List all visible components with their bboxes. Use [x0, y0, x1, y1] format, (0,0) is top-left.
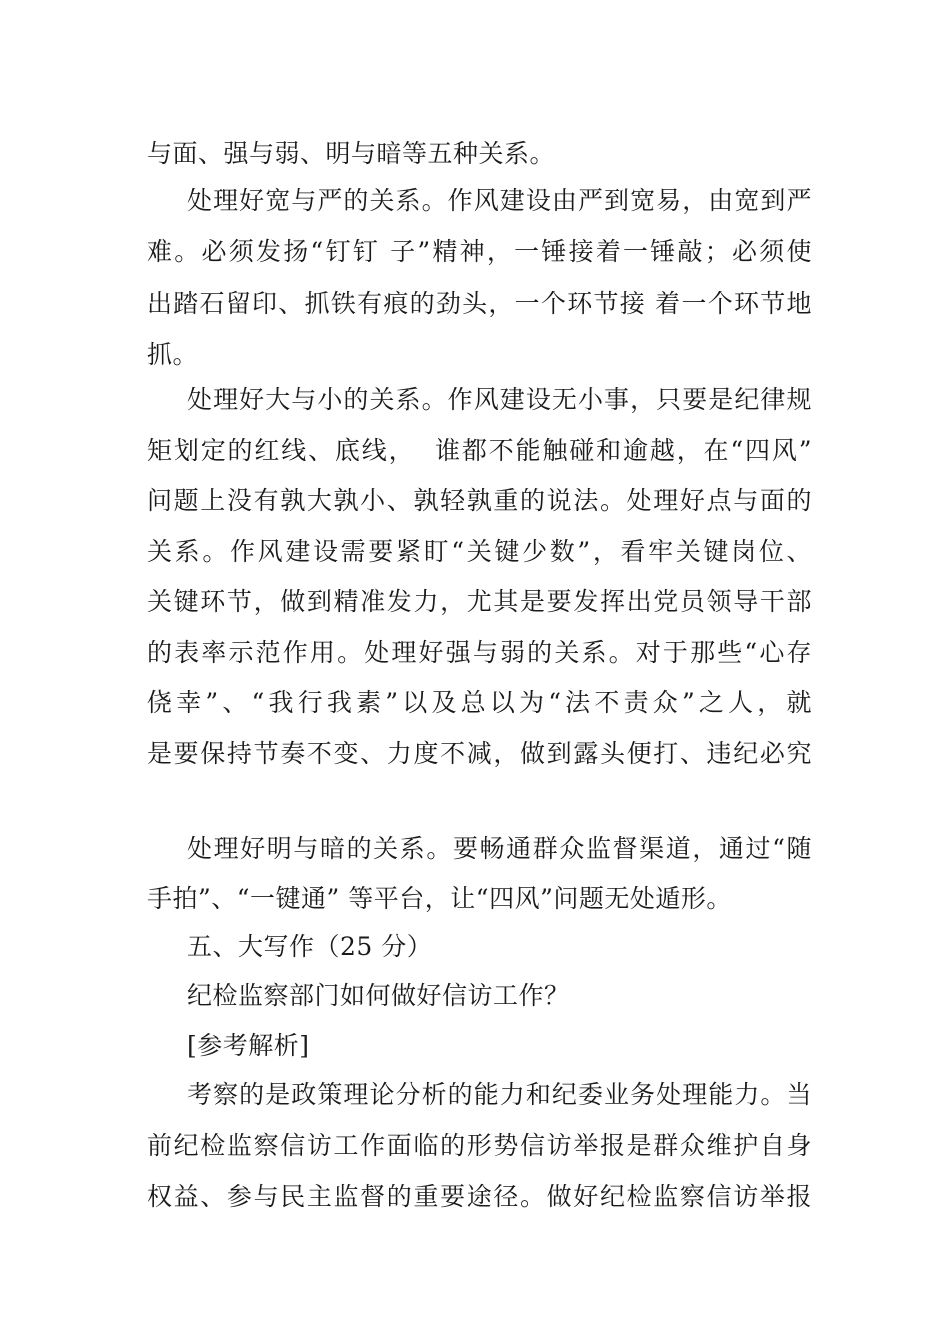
text-line-20: 前纪检监察信访工作面临的形势信访举报是群众维护自身	[147, 1131, 812, 1160]
question-line: 纪检监察部门如何做好信访工作？	[187, 981, 570, 1010]
text-line-6: 处理好大与小的关系。作风建设无小事，只要是纪律规	[187, 385, 812, 414]
text-line-4: 出踏石留印、抓铁有痕的劲头，一个环节接 着一个环节地	[147, 289, 812, 318]
text-line-19: 考察的是政策理论分析的能力和纪委业务处理能力。当	[187, 1080, 812, 1109]
text-line-7: 矩划定的红线、底线， 谁都不能触碰和逾越，在“四风”	[147, 436, 812, 465]
text-line-12: 侥幸”、“我行我素”以及总以为“法不责众”之人，就	[147, 688, 812, 717]
text-line-9: 关系。作风建设需要紧盯“关键少数”，看牢关键岗位、	[147, 537, 812, 566]
text-line-2: 处理好宽与严的关系。作风建设由严到宽易，由宽到严	[187, 186, 812, 215]
section-heading: 五、大写作（25 分）	[187, 932, 433, 961]
text-line-10: 关键环节，做到精准发力，尤其是要发挥出党员领导干部	[147, 587, 812, 616]
text-line-15: 手拍”、“一键通” 等平台，让“四风”问题无处遁形。	[147, 884, 732, 913]
text-line-11: 的表率示范作用。处理好强与弱的关系。对于那些“心存	[147, 638, 812, 667]
text-line-21: 权益、参与民主监督的重要途径。做好纪检监察信访举报	[147, 1182, 812, 1211]
text-line-3: 难。必须发扬“钉钉 子”精神，一锤接着一锤敲；必须使	[147, 237, 812, 266]
text-line-1: 与面、强与弱、明与暗等五种关系。	[147, 139, 556, 168]
text-line-8: 问题上没有孰大孰小、孰轻孰重的说法。处理好点与面的	[147, 486, 812, 515]
text-line-13: 是要保持节奏不变、力度不减，做到露头便打、违纪必究	[147, 739, 812, 768]
text-line-5: 抓。	[147, 340, 199, 369]
text-line-14: 处理好明与暗的关系。要畅通群众监督渠道，通过“随	[187, 834, 812, 863]
reference-label: [参考解析]	[187, 1031, 310, 1060]
